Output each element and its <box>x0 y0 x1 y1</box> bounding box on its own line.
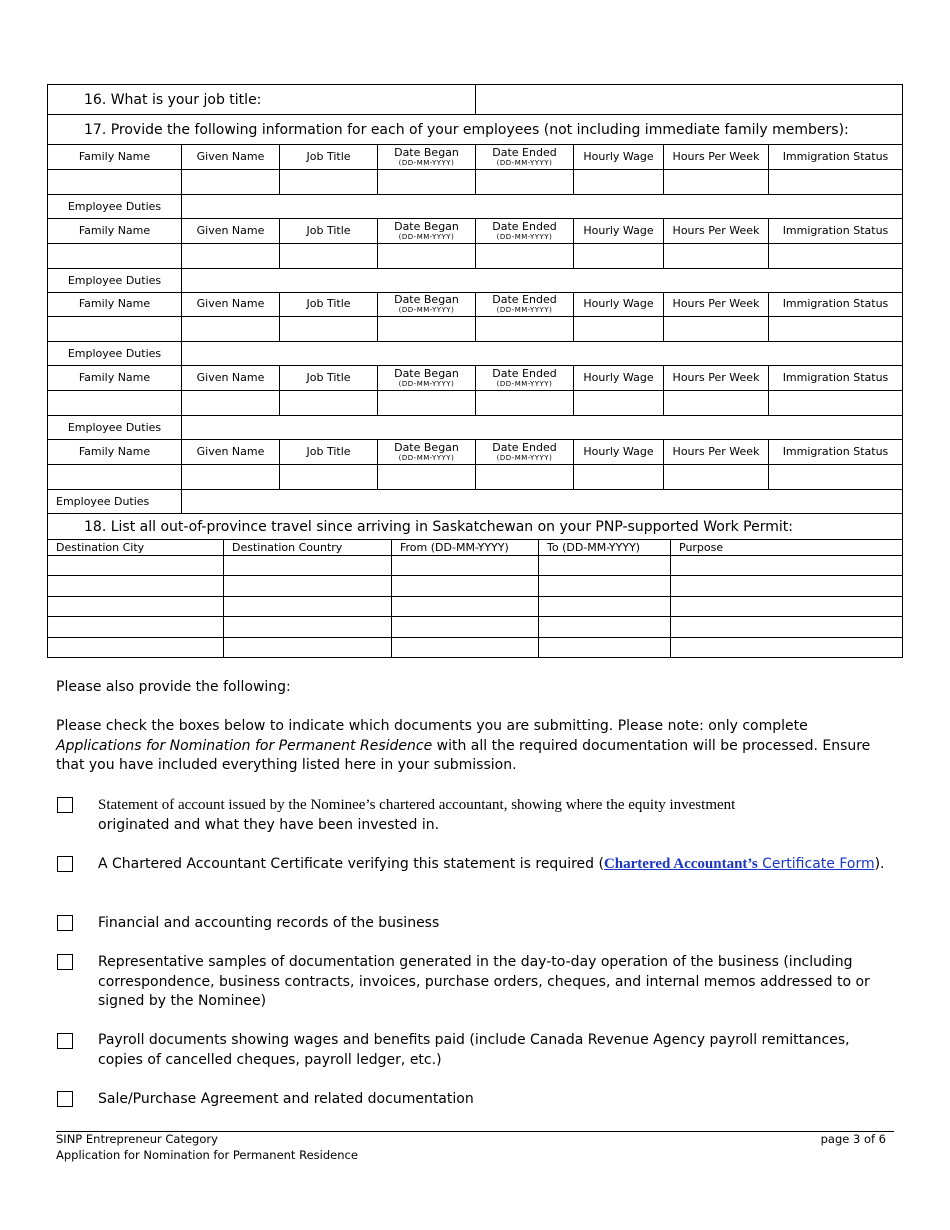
employee-4-duties-row <box>48 416 902 440</box>
travel-row-5-col-1-input[interactable] <box>48 638 224 658</box>
travel-row-2-col-3-input[interactable] <box>392 576 539 595</box>
employee-5-input-row <box>48 465 902 490</box>
employee-5-duties-row <box>48 490 902 514</box>
employee-4-header-ended: Date Ended (DD-MM-YYYY) <box>476 366 574 390</box>
travel-row-2-col-4-input[interactable] <box>539 576 671 595</box>
employee-4-family-input[interactable] <box>48 391 182 415</box>
employee-3-given-input[interactable] <box>182 317 280 341</box>
employee-4-status-input[interactable] <box>769 391 902 415</box>
employee-1-given-input[interactable] <box>182 170 280 194</box>
employee-3-family-input[interactable] <box>48 317 182 341</box>
employee-2-header-job: Job Title <box>280 219 378 243</box>
footer-page-number: page 3 of 6 <box>820 1132 886 1146</box>
employee-5-header-hours: Hours Per Week <box>664 440 769 464</box>
employee-1-header-began: Date Began (DD-MM-YYYY) <box>378 145 476 169</box>
employee-3-job-input[interactable] <box>280 317 378 341</box>
employee-1-header-hours: Hours Per Week <box>664 145 769 169</box>
travel-row-2-col-1-input[interactable] <box>48 576 224 595</box>
travel-row-5-col-5-input[interactable] <box>671 638 902 658</box>
travel-row-3-col-4-input[interactable] <box>539 597 671 616</box>
employee-5-status-input[interactable] <box>769 465 902 489</box>
employee-4-header-job: Job Title <box>280 366 378 390</box>
travel-row-1-col-3-input[interactable] <box>392 556 539 575</box>
instructions-note: Please check the boxes below to indicate which documents you are submitting. Please note: only complete Applications for Nomination for Permanent Residence with all the required documentation will be processed. Ensure that you have included everything listed here in your submission. <box>56 718 871 773</box>
employee-3-header-family: Family Name <box>48 292 182 316</box>
employee-1-wage-input[interactable] <box>574 170 664 194</box>
travel-header-from: From (DD-MM-YYYY) <box>392 540 539 555</box>
employee-1-duties-input[interactable] <box>182 195 902 218</box>
employee-5-duties-input[interactable] <box>182 490 902 513</box>
employee-4-began-input[interactable] <box>378 391 476 415</box>
employee-2-given-input[interactable] <box>182 244 280 268</box>
employee-1-hours-input[interactable] <box>664 170 769 194</box>
travel-header-purpose: Purpose <box>679 540 724 554</box>
employee-2-duties-row <box>48 269 902 293</box>
employee-3-ended-input[interactable] <box>476 317 574 341</box>
employee-1-duties-label: Employee Duties <box>48 195 182 218</box>
employee-1-header-family: Family Name <box>48 145 182 169</box>
employee-5-duties-label: Employee Duties <box>48 490 182 513</box>
employee-2-began-input[interactable] <box>378 244 476 268</box>
employee-5-job-input[interactable] <box>280 465 378 489</box>
travel-header-country: Destination Country <box>224 540 392 555</box>
item-statement-of-account: Statement of account issued by the Nominee’s chartered accountant, showing where the equity investment originated and what they have been invested in. <box>98 797 736 833</box>
employee-5-header-ended: Date Ended (DD-MM-YYYY) <box>476 440 574 464</box>
employee-4-header-row <box>48 366 902 391</box>
employee-3-header-given: Given Name <box>182 292 280 316</box>
employee-1-began-input[interactable] <box>378 170 476 194</box>
employee-4-header-status: Immigration Status <box>782 371 889 384</box>
employee-3-header-row <box>48 292 902 317</box>
employee-2-header-family: Family Name <box>48 219 182 243</box>
travel-row-1-col-4-input[interactable] <box>539 556 671 575</box>
employee-4-duties-input[interactable] <box>182 416 902 439</box>
employee-5-header-row <box>48 440 902 465</box>
travel-row-3-col-3-input[interactable] <box>392 597 539 616</box>
item-financial-records: Financial and accounting records of the business <box>98 915 440 931</box>
employee-4-duties-label: Employee Duties <box>48 416 182 439</box>
travel-row-3-col-5-input[interactable] <box>671 597 902 616</box>
travel-row-1 <box>48 556 902 576</box>
travel-row-3-col-2-input[interactable] <box>224 597 392 616</box>
employee-3-duties-input[interactable] <box>182 342 902 365</box>
employee-5-header-given: Given Name <box>182 440 280 464</box>
item-payroll-documents: Payroll documents showing wages and benefits paid (include Canada Revenue Agency payroll remittances, copies of cancelled cheques, payroll ledger, etc.) <box>98 1032 850 1068</box>
employee-3-header-ended: Date Ended (DD-MM-YYYY) <box>476 292 574 316</box>
travel-row-5-col-3-input[interactable] <box>392 638 539 658</box>
travel-row-2-col-5-input[interactable] <box>671 576 902 595</box>
checkbox-ca-certificate[interactable] <box>57 856 73 872</box>
employee-1-duties-row <box>48 195 902 219</box>
employee-1-family-input[interactable] <box>48 170 182 194</box>
travel-row-3 <box>48 597 902 617</box>
employee-5-began-input[interactable] <box>378 465 476 489</box>
item-sale-purchase-agreement: Sale/Purchase Agreement and related documentation <box>98 1091 474 1107</box>
employee-5-given-input[interactable] <box>182 465 280 489</box>
employee-2-header-wage: Hourly Wage <box>574 219 664 243</box>
employee-1-input-row <box>48 170 902 195</box>
employee-5-family-input[interactable] <box>48 465 182 489</box>
employee-4-input-row <box>48 391 902 416</box>
employee-4-header-began: Date Began (DD-MM-YYYY) <box>378 366 476 390</box>
checkbox-payroll-documents[interactable] <box>57 1033 73 1049</box>
employee-4-header-wage: Hourly Wage <box>574 366 664 390</box>
employee-5-header-began: Date Began (DD-MM-YYYY) <box>378 440 476 464</box>
employee-1-header-job: Job Title <box>280 145 378 169</box>
employee-1-job-input[interactable] <box>280 170 378 194</box>
travel-row-3-col-1-input[interactable] <box>48 597 224 616</box>
employee-4-header-given: Given Name <box>182 366 280 390</box>
travel-header-row <box>48 540 902 556</box>
employee-2-duties-input[interactable] <box>182 269 902 292</box>
employee-4-ended-input[interactable] <box>476 391 574 415</box>
employee-5-header-job: Job Title <box>280 440 378 464</box>
employee-2-family-input[interactable] <box>48 244 182 268</box>
item-ca-certificate: A Chartered Accountant Certificate verifying this statement is required (Chartered Accountant’s Certificate Form). <box>98 856 885 872</box>
q16-row <box>48 85 902 115</box>
travel-header-to: To (DD-MM-YYYY) <box>539 540 671 555</box>
travel-row-1-col-1-input[interactable] <box>48 556 224 575</box>
employee-1-ended-input[interactable] <box>476 170 574 194</box>
employee-2-hours-input[interactable] <box>664 244 769 268</box>
travel-row-4 <box>48 617 902 637</box>
employee-2-header-given: Given Name <box>182 219 280 243</box>
employee-2-input-row <box>48 244 902 269</box>
travel-row-4-col-4-input[interactable] <box>539 617 671 636</box>
employee-1-status-input[interactable] <box>769 170 902 194</box>
employee-1-header-given: Given Name <box>182 145 280 169</box>
employee-4-header-hours: Hours Per Week <box>664 366 769 390</box>
ca-certificate-form-link[interactable]: Chartered Accountant’s Certificate Form <box>603 856 875 872</box>
employee-3-header-hours: Hours Per Week <box>664 292 769 316</box>
travel-row-1-col-5-input[interactable] <box>671 556 902 575</box>
footer-application: Application for Nomination for Permanent Residence <box>56 1148 358 1162</box>
employee-5-header-wage: Hourly Wage <box>574 440 664 464</box>
employee-4-wage-input[interactable] <box>574 391 664 415</box>
travel-row-4-col-5-input[interactable] <box>671 617 902 636</box>
employee-2-header-row <box>48 219 902 244</box>
employee-2-wage-input[interactable] <box>574 244 664 268</box>
employee-5-hours-input[interactable] <box>664 465 769 489</box>
employee-3-hours-input[interactable] <box>664 317 769 341</box>
item-representative-samples: Representative samples of documentation generated in the day-to-day operation of the business (including correspondence, business contracts, invoices, purchase orders, cheques, and internal memos addressed to or signed by the Nominee) <box>98 954 870 1009</box>
travel-row-2-col-2-input[interactable] <box>224 576 392 595</box>
travel-row-2 <box>48 576 902 596</box>
employee-4-hours-input[interactable] <box>664 391 769 415</box>
employee-4-job-input[interactable] <box>280 391 378 415</box>
employee-3-began-input[interactable] <box>378 317 476 341</box>
travel-header-city: Destination City <box>48 540 224 555</box>
travel-row-1-col-2-input[interactable] <box>224 556 392 575</box>
q17-row <box>48 115 902 145</box>
job-title-input[interactable] <box>476 85 902 114</box>
employee-2-header-began: Date Began (DD-MM-YYYY) <box>378 219 476 243</box>
travel-row-4-col-2-input[interactable] <box>224 617 392 636</box>
q18-label: 18. List all out-of-province travel since arriving in Saskatchewan on your PNP-supported Work Permit: <box>84 518 793 535</box>
checkbox-financial-records[interactable] <box>57 915 73 931</box>
employee-2-job-input[interactable] <box>280 244 378 268</box>
checkbox-representative-samples[interactable] <box>57 954 73 970</box>
employee-3-input-row <box>48 317 902 342</box>
employee-3-duties-label: Employee Duties <box>48 342 182 365</box>
employee-3-duties-row <box>48 342 902 366</box>
employee-1-header-ended: Date Ended (DD-MM-YYYY) <box>476 145 574 169</box>
employee-1-header-status: Immigration Status <box>782 150 889 163</box>
checkbox-statement-of-account[interactable] <box>57 797 73 813</box>
employee-5-wage-input[interactable] <box>574 465 664 489</box>
employee-1-header-wage: Hourly Wage <box>574 145 664 169</box>
employee-3-header-began: Date Began (DD-MM-YYYY) <box>378 292 476 316</box>
q18-row <box>48 514 902 540</box>
employee-3-header-job: Job Title <box>280 292 378 316</box>
employee-2-header-status: Immigration Status <box>782 224 889 237</box>
q17-label: 17. Provide the following information for each of your employees (not including immediate family members): <box>84 121 849 138</box>
employee-2-ended-input[interactable] <box>476 244 574 268</box>
employee-3-header-wage: Hourly Wage <box>574 292 664 316</box>
employee-5-header-status: Immigration Status <box>782 445 889 458</box>
employee-4-header-family: Family Name <box>48 366 182 390</box>
travel-row-5-col-4-input[interactable] <box>539 638 671 658</box>
employee-3-status-input[interactable] <box>769 317 902 341</box>
checkbox-sale-purchase-agreement[interactable] <box>57 1091 73 1107</box>
employee-3-wage-input[interactable] <box>574 317 664 341</box>
travel-row-5 <box>48 638 902 658</box>
travel-row-5-col-2-input[interactable] <box>224 638 392 658</box>
footer-category: SINP Entrepreneur Category <box>56 1132 218 1146</box>
employee-2-header-ended: Date Ended (DD-MM-YYYY) <box>476 219 574 243</box>
q16-label: 16. What is your job title: <box>84 91 262 108</box>
employee-1-header-row <box>48 145 902 170</box>
travel-row-4-col-1-input[interactable] <box>48 617 224 636</box>
employee-5-header-family: Family Name <box>48 440 182 464</box>
employee-2-status-input[interactable] <box>769 244 902 268</box>
employee-5-ended-input[interactable] <box>476 465 574 489</box>
employee-2-duties-label: Employee Duties <box>48 269 182 292</box>
employee-3-header-status: Immigration Status <box>782 297 889 310</box>
employee-2-header-hours: Hours Per Week <box>664 219 769 243</box>
employee-4-given-input[interactable] <box>182 391 280 415</box>
intro-text: Please also provide the following: <box>56 679 291 695</box>
travel-row-4-col-3-input[interactable] <box>392 617 539 636</box>
application-form-table <box>47 84 903 658</box>
